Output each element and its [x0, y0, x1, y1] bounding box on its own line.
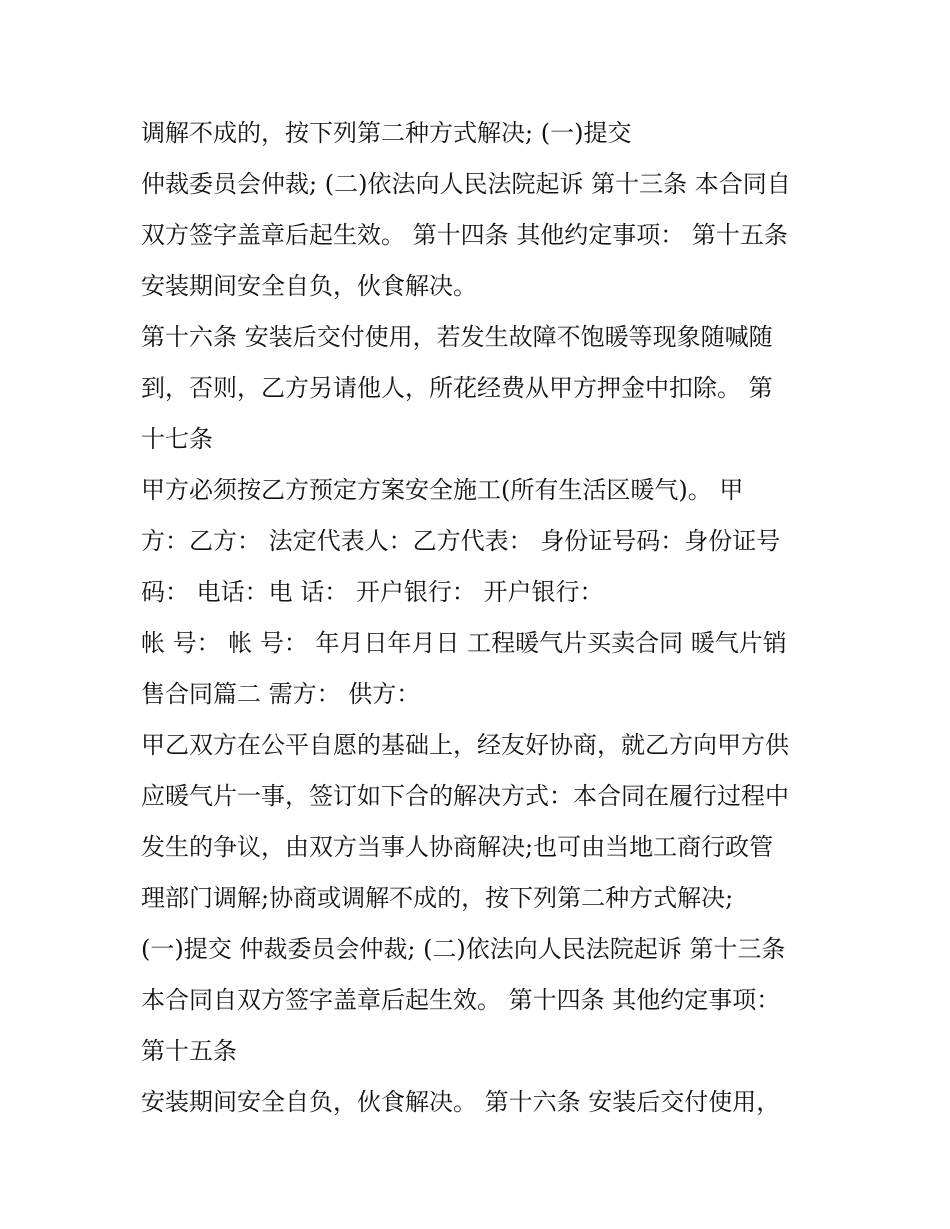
text-line: 十七条 — [141, 425, 213, 453]
text-line: 码： 电话：电 话： 开户银行： 开户银行： — [141, 578, 604, 606]
text-line: 方：乙方： 法定代表人：乙方代表： 身份证号码：身份证号 — [141, 527, 781, 555]
text-line: 调解不成的，按下列第二种方式解决; (一)提交 — [141, 119, 632, 147]
text-line: 帐 号： 帐 号： 年月日年月日 工程暖气片买卖合同 暖气片销 — [141, 629, 787, 657]
text-line: 本合同自双方签字盖章后起生效。 第十四条 其他约定事项： — [141, 986, 781, 1014]
text-line: 应暖气片一事，签订如下合的解决方式：本合同在履行过程中 — [141, 782, 789, 810]
text-line: 甲乙双方在公平自愿的基础上，经友好协商，就乙方向甲方供 — [141, 731, 789, 759]
text-line: 双方签字盖章后起生效。 第十四条 其他约定事项： 第十五条 — [141, 221, 788, 249]
text-line: (一)提交 仲裁委员会仲裁; (二)依法向人民法院起诉 第十三条 — [141, 935, 786, 963]
document-body — [141, 108, 831, 1128]
text-line: 安装期间安全自负，伙食解决。 第十六条 安装后交付使用， — [141, 1088, 781, 1116]
text-line: 安装期间安全自负，伙食解决。 — [141, 272, 477, 300]
text-line: 到，否则，乙方另请他人，所花经费从甲方押金中扣除。 第 — [141, 374, 773, 402]
text-line: 售合同篇二 需方： 供方： — [141, 680, 421, 708]
text-line: 理部门调解;协商或调解不成的，按下列第二种方式解决; — [141, 884, 734, 912]
text-line: 第十六条 安装后交付使用，若发生故障不饱暖等现象随喊随 — [141, 323, 773, 351]
text-line: 仲裁委员会仲裁; (二)依法向人民法院起诉 第十三条 本合同自 — [141, 170, 791, 198]
text-line: 发生的争议，由双方当事人协商解决;也可由当地工商行政管 — [141, 833, 774, 861]
text-line: 第十五条 — [141, 1037, 237, 1065]
text-line: 甲方必须按乙方预定方案安全施工(所有生活区暖气)。 甲 — [141, 476, 744, 504]
